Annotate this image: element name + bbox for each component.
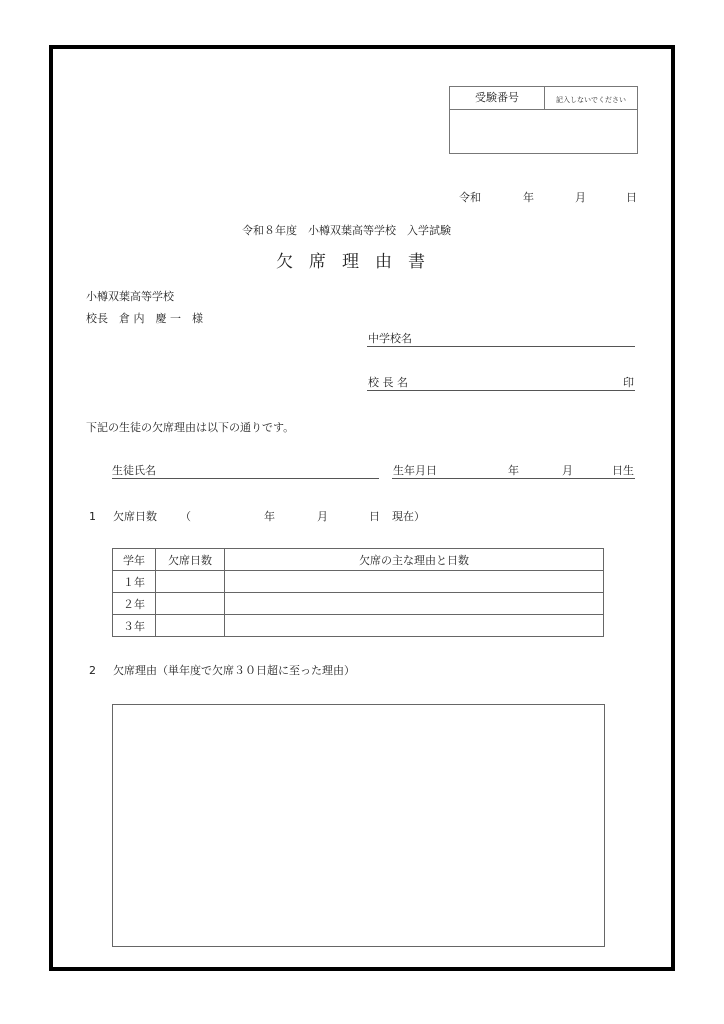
student-name-field[interactable] [165, 462, 377, 478]
days-cell[interactable] [156, 615, 225, 637]
days-cell[interactable] [156, 593, 225, 615]
principal-name-underline [367, 390, 635, 391]
section1-day-unit: 日 [369, 510, 380, 523]
date-day: 日 [626, 191, 637, 204]
junior-high-name-label: 中学校名 [368, 332, 412, 345]
days-cell[interactable] [156, 571, 225, 593]
date-month: 月 [575, 191, 586, 204]
table-row [113, 593, 604, 615]
header-grade: 学年 [113, 549, 156, 571]
grade-cell: １年 [113, 571, 156, 593]
exam-number-field[interactable] [450, 110, 637, 153]
section2-label: 欠席理由（単年度で欠席３０日超に至った理由） [113, 664, 355, 677]
birthdate-label: 生年月日 [393, 464, 437, 477]
date-era: 令和 [459, 191, 481, 204]
header-main-reason: 欠席の主な理由と日数 [225, 549, 604, 571]
date-year: 年 [523, 191, 534, 204]
document-title: 欠席理由書 [276, 252, 441, 272]
birth-month-unit: 月 [562, 464, 573, 477]
table-header-row [113, 549, 604, 571]
exam-number-box [449, 86, 638, 154]
student-name-label: 生徒氏名 [112, 464, 156, 477]
table-row [113, 615, 604, 637]
reason-cell[interactable] [225, 593, 604, 615]
table-row [113, 571, 604, 593]
absence-days-table [112, 548, 604, 637]
grade-cell: ３年 [113, 615, 156, 637]
section1-open-paren: （ [180, 510, 191, 523]
section1-month-unit: 月 [317, 510, 328, 523]
birth-year-unit: 年 [508, 464, 519, 477]
addressee-school: 小樽双葉高等学校 [86, 290, 174, 303]
junior-high-name-underline [367, 346, 635, 347]
birthdate-underline [392, 478, 635, 479]
header-absence-days: 欠席日数 [156, 549, 225, 571]
junior-high-name-field[interactable] [420, 330, 634, 346]
addressee-principal: 校長 倉 内 慶 一 様 [86, 312, 203, 325]
student-name-underline [112, 478, 379, 479]
exam-number-label: 受験番号 [475, 91, 519, 104]
principal-name-label: 校 長 名 [368, 376, 408, 389]
section1-label: 欠席日数 [113, 510, 157, 523]
intro-text: 下記の生徒の欠席理由は以下の通りです。 [86, 421, 295, 434]
seal-mark: 印 [623, 376, 634, 389]
reason-cell[interactable] [225, 615, 604, 637]
section2-number: 2 [89, 664, 96, 677]
exam-number-note: 記入しないでください [556, 96, 626, 104]
birth-day-unit: 日生 [612, 464, 634, 477]
section1-number: 1 [89, 510, 96, 523]
absence-reason-box[interactable] [112, 704, 605, 947]
reason-cell[interactable] [225, 571, 604, 593]
document-subtitle: 令和８年度 小樽双葉高等学校 入学試験 [242, 224, 451, 237]
grade-cell: ２年 [113, 593, 156, 615]
section1-as-of: 現在） [392, 510, 425, 523]
section1-year-unit: 年 [264, 510, 275, 523]
